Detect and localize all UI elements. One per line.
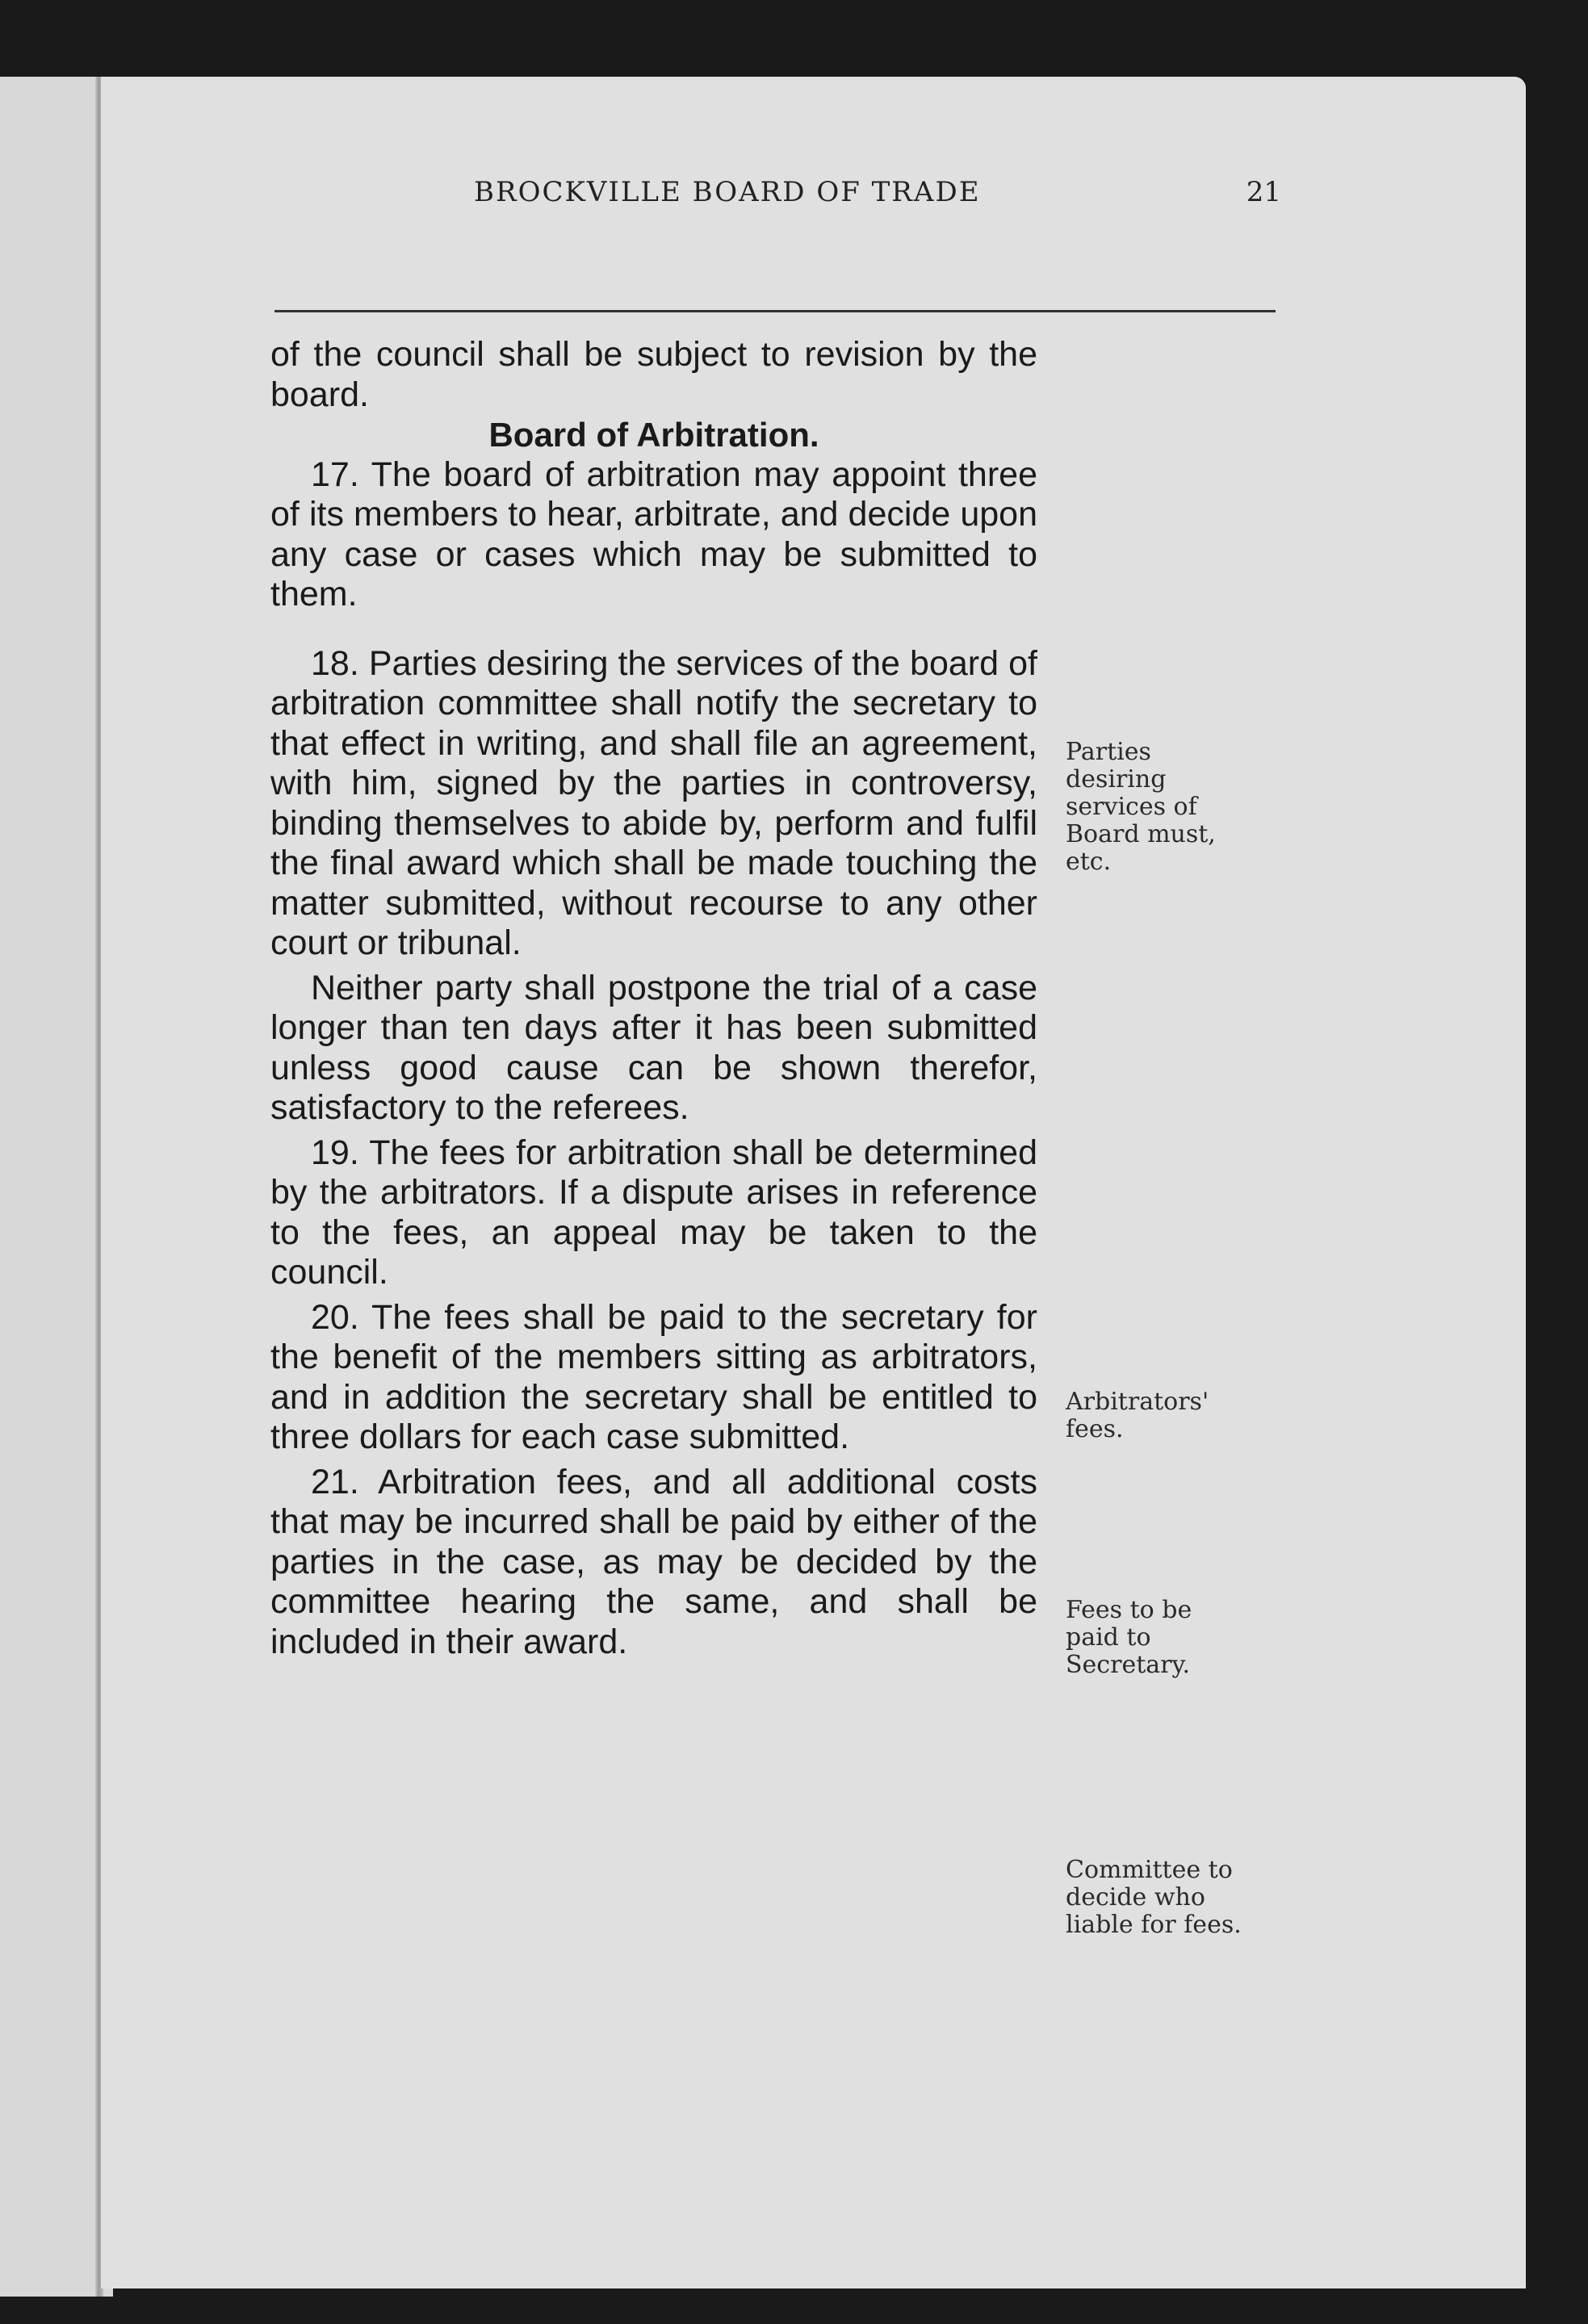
running-header (167, 176, 1281, 232)
margin-note-committee: Committee to decide who liable for fees. (1066, 1856, 1242, 1939)
paragraph-21: 21. Arbitration fees, and all additional costs that may be incurred shall be paid by either of the parties in the case, as may be decided by the committee hearing the same, and shall be included in their award. (270, 1462, 1037, 1661)
paragraph-18: 18. Parties desiring the services of the board of arbitration committee shall notify the secretary to that effect in writing, and shall file an agreement, with him, signed by the parties in controversy, binding themselves to abide by, perform and fulfil the final award which shall be made touching the matter submitted, without recourse to any other court or tribunal. (270, 643, 1037, 962)
margin-note-arbitrators-fees: Arbitrators' fees. (1066, 1388, 1209, 1443)
body-text (270, 335, 1037, 1662)
margin-note-parties: Parties desiring services of Board must, etc. (1066, 738, 1216, 876)
paragraph-18-continued: Neither party shall postpone the trial of a case longer than ten days after it has been submitted unless good cause can be shown therefor, satisfactory to the referees. (270, 968, 1037, 1127)
paragraph-continued: of the council shall be subject to revision by the board. (270, 335, 1037, 414)
paragraph-20: 20. The fees shall be paid to the secretary for the benefit of the members sitting as arbitrators, and in addition the secretary shall be entitled to three dollars for each case submitted. (270, 1297, 1037, 1456)
paragraph-17: 17. The board of arbitration may appoint three of its members to hear, arbitrate, and decide upon any case or cases which may be submitted to them. (270, 454, 1037, 613)
page-number: 21 (1246, 176, 1281, 208)
paragraph-19: 19. The fees for arbitration shall be determined by the arbitrators. If a dispute arises in reference to the fees, an appeal may be taken to the council. (270, 1133, 1037, 1292)
running-title: BROCKVILLE BOARD OF TRADE (474, 176, 981, 208)
section-heading: Board of Arbitration. (488, 416, 819, 454)
margin-note-fees-secretary: Fees to be paid to Secretary. (1066, 1596, 1192, 1679)
header-rule (274, 310, 1276, 312)
